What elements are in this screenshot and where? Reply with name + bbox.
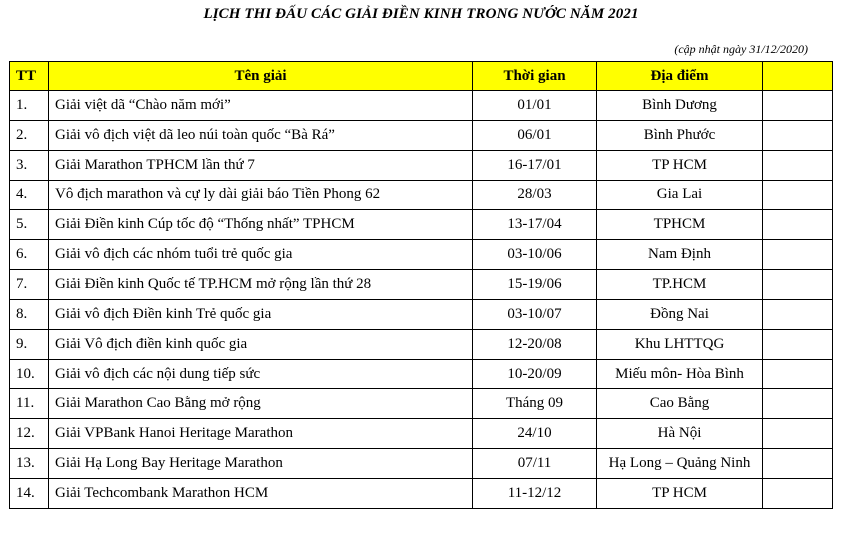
cell-name: Giải Marathon TPHCM lần thứ 7 [49, 150, 473, 180]
cell-name: Giải vô địch các nhóm tuổi trẻ quốc gia [49, 240, 473, 270]
cell-tt: 4. [10, 180, 49, 210]
table-row [10, 299, 833, 329]
cell-time: 12-20/08 [473, 329, 597, 359]
cell-name: Vô địch marathon và cự ly dài giải báo Tiền Phong 62 [49, 180, 473, 210]
table-row [10, 419, 833, 449]
cell-extra [763, 419, 833, 449]
cell-name: Giải vô địch Điền kinh Trẻ quốc gia [49, 299, 473, 329]
table-row [10, 359, 833, 389]
cell-place: Hạ Long – Quảng Ninh [597, 449, 763, 479]
cell-tt: 14. [10, 478, 49, 508]
cell-place: TP.HCM [597, 270, 763, 300]
cell-tt: 6. [10, 240, 49, 270]
cell-place: TPHCM [597, 210, 763, 240]
cell-tt: 11. [10, 389, 49, 419]
cell-name: Giải việt dã “Chào năm mới” [49, 91, 473, 121]
cell-name: Giải Điền kinh Cúp tốc độ “Thống nhất” TPHCM [49, 210, 473, 240]
cell-name: Giải vô địch các nội dung tiếp sức [49, 359, 473, 389]
cell-place: Cao Bằng [597, 389, 763, 419]
cell-extra [763, 150, 833, 180]
header-name: Tên giải [49, 62, 473, 91]
cell-place: Hà Nội [597, 419, 763, 449]
cell-tt: 3. [10, 150, 49, 180]
updated-note: (cập nhật ngày 31/12/2020) [674, 42, 808, 56]
cell-name: Giải Marathon Cao Bằng mở rộng [49, 389, 473, 419]
cell-extra [763, 240, 833, 270]
cell-tt: 1. [10, 91, 49, 121]
table-row [10, 91, 833, 121]
cell-time: 24/10 [473, 419, 597, 449]
table-row [10, 210, 833, 240]
cell-tt: 13. [10, 449, 49, 479]
cell-place: Miếu môn- Hòa Bình [597, 359, 763, 389]
cell-extra [763, 389, 833, 419]
cell-place: TP HCM [597, 478, 763, 508]
cell-time: 15-19/06 [473, 270, 597, 300]
table-row [10, 180, 833, 210]
cell-tt: 5. [10, 210, 49, 240]
table-row [10, 120, 833, 150]
header-tt: TT [10, 62, 49, 91]
cell-extra [763, 180, 833, 210]
cell-tt: 2. [10, 120, 49, 150]
cell-time: 03-10/06 [473, 240, 597, 270]
table-row [10, 150, 833, 180]
cell-tt: 7. [10, 270, 49, 300]
cell-time: Tháng 09 [473, 389, 597, 419]
cell-place: Đồng Nai [597, 299, 763, 329]
cell-time: 06/01 [473, 120, 597, 150]
cell-tt: 8. [10, 299, 49, 329]
cell-extra [763, 299, 833, 329]
cell-tt: 12. [10, 419, 49, 449]
header-time: Thời gian [473, 62, 597, 91]
table-row [10, 329, 833, 359]
cell-place: Khu LHTTQG [597, 329, 763, 359]
cell-extra [763, 359, 833, 389]
cell-place: Gia Lai [597, 180, 763, 210]
cell-tt: 10. [10, 359, 49, 389]
cell-extra [763, 120, 833, 150]
cell-place: TP HCM [597, 150, 763, 180]
cell-name: Giải Techcombank Marathon HCM [49, 478, 473, 508]
table-body [10, 91, 833, 509]
cell-time: 28/03 [473, 180, 597, 210]
cell-time: 16-17/01 [473, 150, 597, 180]
cell-name: Giải Hạ Long Bay Heritage Marathon [49, 449, 473, 479]
cell-name: Giải Vô địch điền kinh quốc gia [49, 329, 473, 359]
cell-time: 07/11 [473, 449, 597, 479]
cell-time: 10-20/09 [473, 359, 597, 389]
page-title: LỊCH THI ĐẤU CÁC GIẢI ĐIỀN KINH TRONG NƯỚC NĂM 2021 [203, 6, 639, 22]
cell-extra [763, 449, 833, 479]
cell-extra [763, 270, 833, 300]
header-extra [763, 62, 833, 91]
schedule-table [9, 61, 833, 509]
cell-tt: 9. [10, 329, 49, 359]
table-row [10, 270, 833, 300]
cell-place: Bình Dương [597, 91, 763, 121]
table-row [10, 240, 833, 270]
cell-place: Bình Phước [597, 120, 763, 150]
cell-time: 01/01 [473, 91, 597, 121]
cell-time: 13-17/04 [473, 210, 597, 240]
cell-extra [763, 91, 833, 121]
table-row [10, 389, 833, 419]
cell-name: Giải Điền kinh Quốc tế TP.HCM mở rộng lần thứ 28 [49, 270, 473, 300]
header-place: Địa điểm [597, 62, 763, 91]
cell-name: Giải VPBank Hanoi Heritage Marathon [49, 419, 473, 449]
cell-extra [763, 210, 833, 240]
cell-extra [763, 329, 833, 359]
cell-time: 11-12/12 [473, 478, 597, 508]
table-row [10, 478, 833, 508]
cell-place: Nam Định [597, 240, 763, 270]
cell-time: 03-10/07 [473, 299, 597, 329]
cell-name: Giải vô địch việt dã leo núi toàn quốc “Bà Rá” [49, 120, 473, 150]
cell-extra [763, 478, 833, 508]
table-row [10, 449, 833, 479]
table-header-row [10, 62, 833, 91]
